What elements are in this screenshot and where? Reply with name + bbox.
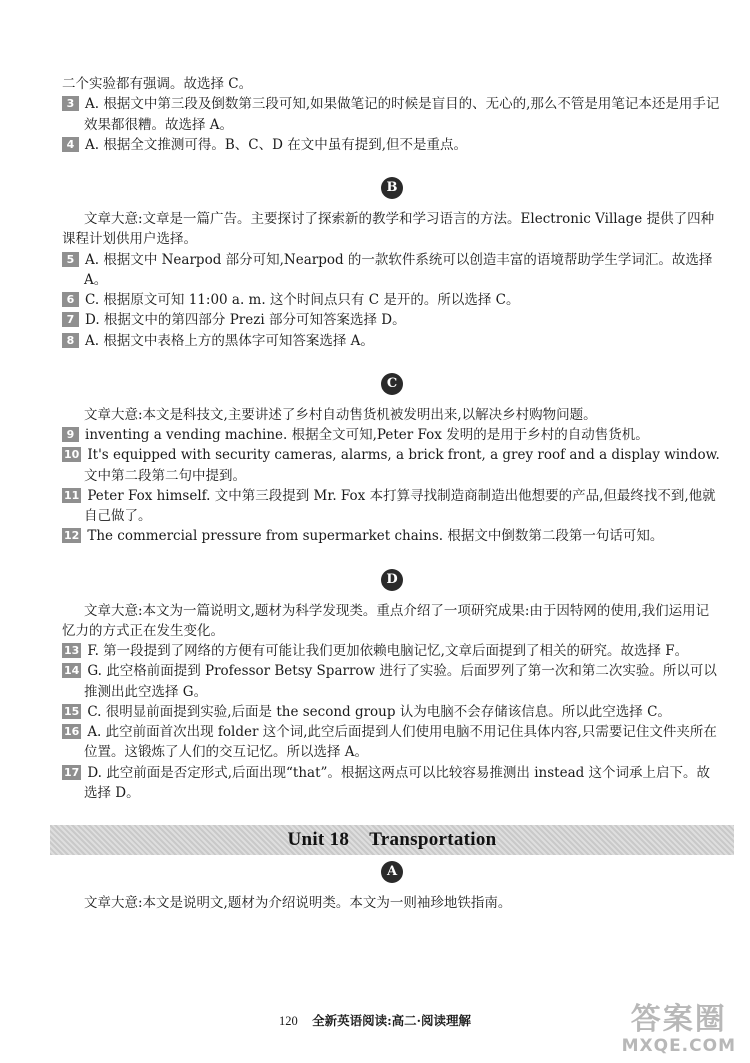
answer-text: A. 根据全文推测可得。B、C、D 在文中虽有提到,但不是重点。 — [85, 136, 467, 153]
answer-item — [62, 250, 722, 291]
answer-item — [62, 310, 722, 330]
question-number-badge: 8 — [62, 333, 79, 348]
answer-item — [62, 445, 722, 486]
section-b-items — [62, 250, 722, 351]
question-number-badge: 5 — [62, 252, 79, 267]
watermark-logo — [622, 1003, 736, 1055]
section-b-letter-badge: B — [381, 177, 403, 199]
book-title: 全新英语阅读:高二·阅读理解 — [312, 1013, 472, 1028]
answer-text: A. 此空前面首次出现 folder 这个词,此空后面提到人们使用电脑不用记住具体内容,只需要记住文件夹所在位置。这锻炼了人们的交互记忆。所以选择 A。 — [84, 724, 717, 761]
answer-text: G. 此空格前面提到 Professor Betsy Sparrow 进行了实验。后面罗列了第一次和第二次实验。所以可以推测出此空选择 G。 — [84, 663, 717, 700]
answer-item — [62, 425, 722, 445]
question-number-badge: 9 — [62, 427, 79, 442]
answer-text: Peter Fox himself. 文中第三段提到 Mr. Fox 本打算寻找制造商制造出他想要的产品,但最终找不到,他就自己做了。 — [84, 487, 716, 524]
section-d-letter-badge: D — [381, 569, 403, 591]
watermark-text-url: MXQE.COM — [621, 1036, 736, 1056]
unit-heading — [287, 829, 496, 850]
answer-text: It's equipped with security cameras, alarms, a brick front, a grey roof and a display window. 文中第二段第二句中提到。 — [84, 447, 720, 484]
intro-line: 二个实验都有强调。故选择 C。 — [62, 76, 253, 92]
section-a2-letter-badge: A — [381, 861, 403, 883]
section-a2-header — [62, 861, 722, 883]
section-c-header — [62, 373, 722, 395]
answer-item — [62, 486, 722, 527]
section-c-summary: 文章大意:本文是科技文,主要讲述了乡村自动售货机被发明出来,以解决乡村购物问题。 — [84, 406, 597, 423]
question-number-badge: 11 — [64, 488, 80, 502]
answer-text: A. 根据文中第三段及倒数第三段可知,如果做笔记的时候是盲目的、无心的,那么不管是用笔记本还是用手记效果都很糟。故选择 A。 — [84, 96, 720, 133]
question-number-badge: 16 — [64, 725, 80, 738]
answer-text: The commercial pressure from supermarket chains. 根据文中倒数第二段第一句话可知。 — [87, 528, 664, 545]
question-number-badge: 7 — [62, 312, 79, 327]
answer-item — [62, 135, 722, 155]
section-b-summary: 文章大意:文章是一篇广告。主要探讨了探索新的教学和学习语言的方法。Electronic Village 提供了四种课程计划供用户选择。 — [62, 211, 715, 248]
answer-item — [62, 94, 722, 135]
answer-item — [62, 331, 722, 351]
answer-text: F. 第一段提到了网络的方便有可能让我们更加依赖电脑记忆,文章后面提到了相关的研究。故选择 F。 — [87, 643, 689, 659]
section-a-items — [62, 94, 722, 155]
page-number: 120 — [278, 1014, 298, 1028]
section-d-header — [62, 569, 722, 591]
answer-text: D. 根据文中的第四部分 Prezi 部分可知答案选择 D。 — [85, 312, 406, 329]
answer-text: A. 根据文中 Nearpod 部分可知,Nearpod 的一款软件系统可以创造丰富的语境帮助学生学词汇。故选择 A。 — [84, 251, 713, 288]
answer-text: C. 很明显前面提到实验,后面是 the second group 认为电脑不会存储该信息。所以此空选择 C。 — [87, 703, 671, 720]
unit-number: Unit 18 — [287, 829, 350, 850]
question-number-badge: 4 — [62, 137, 79, 152]
unit-heading-bar — [50, 825, 734, 855]
question-number-badge: 6 — [62, 292, 79, 307]
section-d-items — [62, 641, 722, 803]
answer-item — [62, 763, 722, 804]
question-number-badge: 14 — [64, 664, 80, 678]
answer-item — [62, 526, 722, 546]
answer-text: C. 根据原文可知 11:00 a. m. 这个时间点只有 C 是开的。所以选择 C。 — [85, 292, 520, 308]
answer-item — [62, 722, 722, 763]
section-d-summary: 文章大意:本文为一篇说明文,题材为科学发现类。重点介绍了一项研究成果:由于因特网的使用,我们运用记忆力的方式正在发生变化。 — [62, 602, 710, 639]
answer-text: inventing a vending machine. 根据全文可知,Peter Fox 发明的是用于乡村的自动售货机。 — [85, 427, 649, 443]
section-c-items — [62, 425, 722, 547]
answer-item — [62, 661, 722, 702]
page-content — [62, 74, 722, 913]
question-number-badge: 17 — [64, 765, 80, 779]
question-number-badge: 13 — [64, 644, 80, 657]
question-number-badge: 3 — [62, 96, 79, 111]
answer-item — [62, 290, 722, 310]
section-c-letter-badge: C — [381, 373, 403, 395]
section-b-header — [62, 177, 722, 199]
question-number-badge: 10 — [64, 448, 80, 462]
question-number-badge: 12 — [64, 529, 80, 543]
answer-text: A. 根据文中表格上方的黑体字可知答案选择 A。 — [85, 332, 374, 349]
answer-text: D. 此空前面是否定形式,后面出现“that”。根据这两点可以比较容易推测出 instead 这个词承上启下。故选择 D。 — [84, 764, 711, 801]
section-a2-summary: 文章大意:本文是说明文,题材为介绍说明类。本文为一则袖珍地铁指南。 — [84, 895, 512, 911]
answer-item — [62, 702, 722, 722]
watermark-text-main: 答案圈 — [630, 1002, 727, 1037]
question-number-badge: 15 — [64, 704, 80, 718]
unit-title: Transportation — [369, 829, 497, 850]
answer-item — [62, 641, 722, 661]
